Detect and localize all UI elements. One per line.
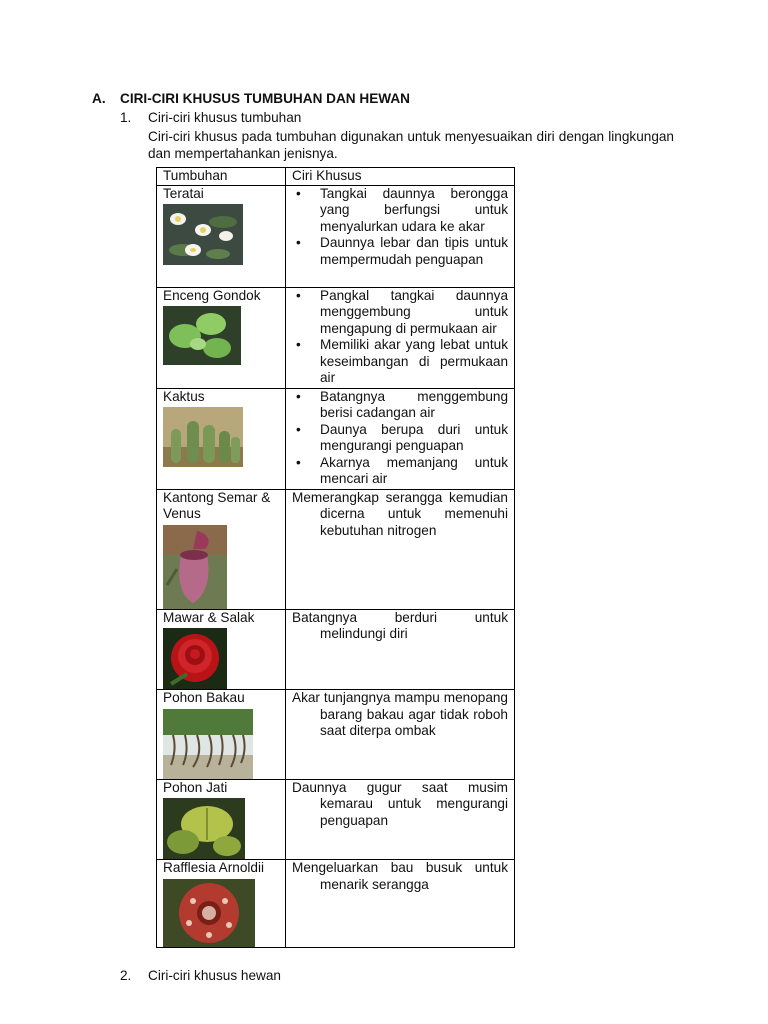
teak-leaf-photo bbox=[163, 798, 245, 859]
table-row bbox=[157, 690, 515, 780]
table-row bbox=[157, 287, 515, 388]
list-item: • Tangkai daunnya berongga yang berfungsi untuk menyalurkan udara ke akar bbox=[296, 185, 508, 234]
characteristics-cell bbox=[286, 185, 515, 287]
intro-paragraph: Ciri-ciri khusus pada tumbuhan digunakan untuk menyesuaikan diri dengan lingkungan dan mempertahankan jenisnya. bbox=[148, 129, 674, 161]
table-row bbox=[157, 779, 515, 860]
plant-name: Pohon Bakau bbox=[163, 690, 245, 705]
plant-cell bbox=[157, 489, 286, 609]
table-row bbox=[157, 185, 515, 287]
characteristics-cell bbox=[286, 609, 515, 690]
mangrove-photo bbox=[163, 709, 253, 779]
table-row bbox=[157, 489, 515, 609]
plant-cell bbox=[157, 185, 286, 287]
table-header-row bbox=[157, 168, 515, 186]
characteristics-cell bbox=[286, 779, 515, 860]
characteristics-cell bbox=[286, 860, 515, 948]
characteristics-text: Akar tunjangnya mampu menopang barang bakau agar tidak roboh saat diterpa ombak bbox=[292, 690, 508, 738]
section-letter: A. bbox=[92, 91, 106, 106]
header-plant: Tumbuhan bbox=[157, 168, 286, 186]
cactus-photo bbox=[163, 407, 243, 467]
list-item: • Pangkal tangkai daunnya menggembung untuk mengapung di permukaan air bbox=[296, 287, 508, 336]
list-item: • Memiliki akar yang lebat untuk keseimbangan di permukaan air bbox=[296, 337, 508, 385]
plant-name: Rafflesia Arnoldii bbox=[163, 860, 265, 875]
list-item-number: 2. bbox=[120, 968, 132, 983]
characteristics-text: Batangnya berduri untuk melindungi diri bbox=[292, 609, 508, 641]
list-item-label: Ciri-ciri khusus hewan bbox=[148, 968, 281, 983]
characteristics-cell bbox=[286, 287, 515, 388]
characteristics-cell bbox=[286, 489, 515, 609]
characteristics-text: Daunnya gugur saat musim kemarau untuk mengurangi penguapan bbox=[292, 779, 508, 828]
list-item: • Akarnya memanjang untuk mencari air bbox=[296, 454, 508, 486]
water-lily-photo bbox=[163, 204, 243, 265]
list-item: • Daunnya lebar dan tipis untuk mempermudah penguapan bbox=[296, 235, 508, 267]
list-item-2 bbox=[120, 968, 281, 985]
plant-name: Enceng Gondok bbox=[163, 287, 261, 303]
table-row bbox=[157, 609, 515, 690]
list-item: • Daunya berupa duri untuk mengurangi penguapan bbox=[296, 421, 508, 453]
plant-cell bbox=[157, 860, 286, 948]
section-heading bbox=[92, 91, 410, 108]
plant-cell bbox=[157, 287, 286, 388]
rafflesia-photo bbox=[163, 879, 255, 947]
table-row bbox=[157, 860, 515, 948]
plant-cell bbox=[157, 690, 286, 780]
characteristics-text: Memerangkap serangga kemudian dicerna untuk memenuhi kebutuhan nitrogen bbox=[292, 489, 508, 538]
plant-name: Kantong Semar & Venus bbox=[163, 489, 271, 521]
plant-name: Mawar & Salak bbox=[163, 609, 255, 625]
plant-name: Teratai bbox=[163, 185, 204, 201]
list-item: • Batangnya menggembung berisi cadangan air bbox=[296, 388, 508, 420]
header-characteristics: Ciri Khusus bbox=[286, 168, 515, 186]
plant-name: Kaktus bbox=[163, 388, 205, 404]
plant-cell bbox=[157, 609, 286, 690]
list-item-number: 1. bbox=[120, 110, 132, 125]
plant-cell bbox=[157, 388, 286, 489]
plant-characteristics-table bbox=[156, 167, 515, 948]
list-item-1 bbox=[120, 110, 301, 127]
characteristics-cell bbox=[286, 690, 515, 780]
water-hyacinth-photo bbox=[163, 306, 241, 365]
pitcher-plant-photo bbox=[163, 525, 227, 609]
plant-name: Pohon Jati bbox=[163, 779, 228, 795]
characteristics-text: Mengeluarkan bau busuk untuk menarik serangga bbox=[292, 860, 508, 892]
plant-cell bbox=[157, 779, 286, 860]
list-item-label: Ciri-ciri khusus tumbuhan bbox=[148, 110, 302, 125]
rose-photo bbox=[163, 628, 227, 689]
table-row bbox=[157, 388, 515, 489]
characteristics-cell bbox=[286, 388, 515, 489]
section-title: CIRI-CIRI KHUSUS TUMBUHAN DAN HEWAN bbox=[120, 91, 410, 106]
